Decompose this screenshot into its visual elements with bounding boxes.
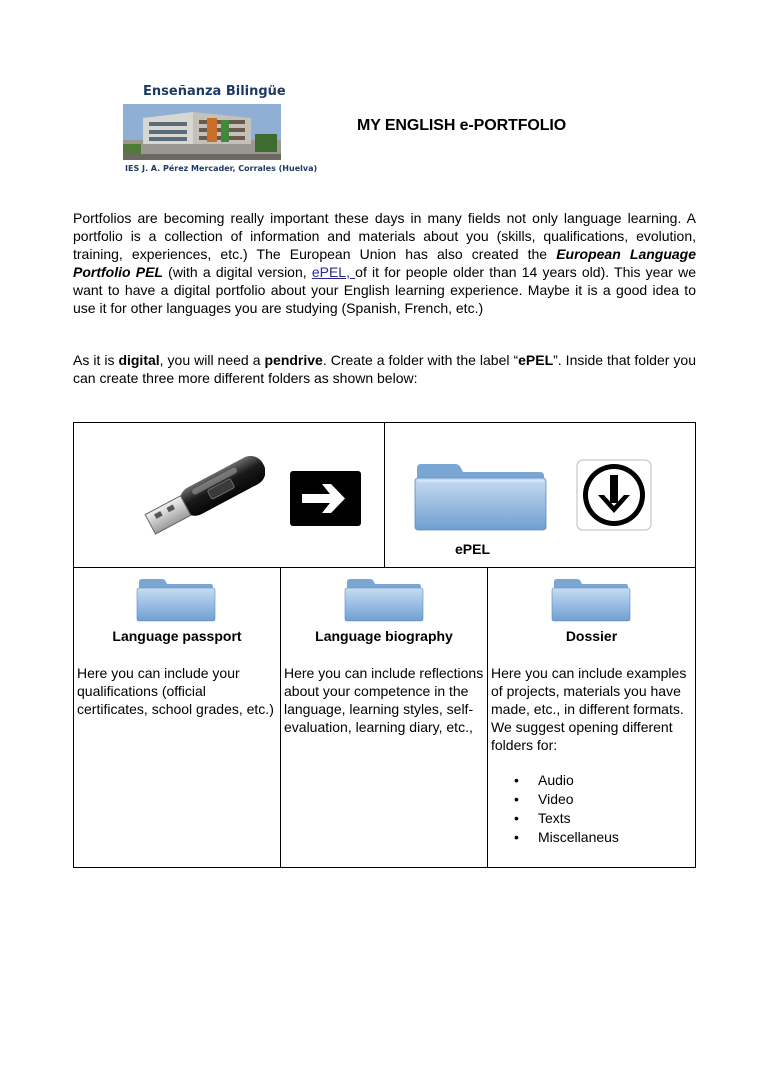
instructions-paragraph: As it is digital, you will need a pendrive. Create a folder with the label “ePEL”. Inside that folder you can create three more different folders as shown below: — [73, 352, 696, 386]
table-border-bottom — [73, 867, 696, 868]
dossier-text: Here you can include examples of projects, materials you have made, etc., in different formats. We suggest opening different folders for: — [491, 665, 687, 753]
language-passport-text: Here you can include your qualifications (official certificates, school grades, etc.) — [77, 665, 274, 717]
table-col-divider-1 — [280, 567, 281, 868]
table-border-right — [695, 422, 696, 868]
arrow-down-circle-icon — [576, 459, 652, 531]
language-biography-text: Here you can include reflections about your competence in the language, learning styles, self-evaluation, learning diary, etc., — [284, 665, 484, 735]
list-item: • Audio — [514, 772, 574, 788]
language-biography-heading: Language biography — [315, 628, 453, 644]
table-row-divider — [73, 567, 696, 568]
logo-caption: IES J. A. Pérez Mercader, Corrales (Huelva) — [125, 164, 318, 173]
dossier-folder-icon — [551, 578, 631, 622]
epel-folder-icon — [413, 462, 548, 532]
language-passport-heading: Language passport — [112, 628, 242, 644]
epel-link[interactable]: ePEL, — [311, 264, 356, 280]
usb-pendrive-icon — [140, 456, 265, 541]
table-col-divider-2 — [487, 567, 488, 868]
school-logo — [113, 80, 318, 180]
logo-title: Enseñanza Bilingüe — [143, 84, 286, 99]
table-border-left — [73, 422, 74, 868]
table-top-col-divider — [384, 422, 385, 567]
list-item: • Miscellaneus — [514, 829, 619, 845]
epel-folder-label: ePEL — [455, 541, 491, 557]
passport-folder-icon — [136, 578, 216, 622]
biography-folder-icon — [344, 578, 424, 622]
dossier-folder-list — [514, 771, 619, 847]
page-title: MY ENGLISH e-PORTFOLIO — [357, 117, 567, 134]
school-building-photo — [123, 104, 281, 160]
intro-paragraph: Portfolios are becoming really important these days in many fields not only language learning. A portfolio is a collection of information and materials about you (skills, qualifications, evolution, training, experiences, etc.) The European Union has also created the European Language Portfolio PEL (with a digital version, ePEL, of it for people older than 14 years old). This year we want to have a digital portfolio about your English learning experience. Maybe it is a good idea to use it for other languages you are studying (Spanish, French, etc.) — [73, 210, 697, 316]
elp-term: European Language Portfolio PEL — [73, 246, 697, 280]
list-item: • Texts — [514, 810, 571, 826]
arrow-right-icon — [290, 471, 361, 526]
dossier-heading: Dossier — [565, 628, 618, 644]
list-item: • Video — [514, 791, 574, 807]
